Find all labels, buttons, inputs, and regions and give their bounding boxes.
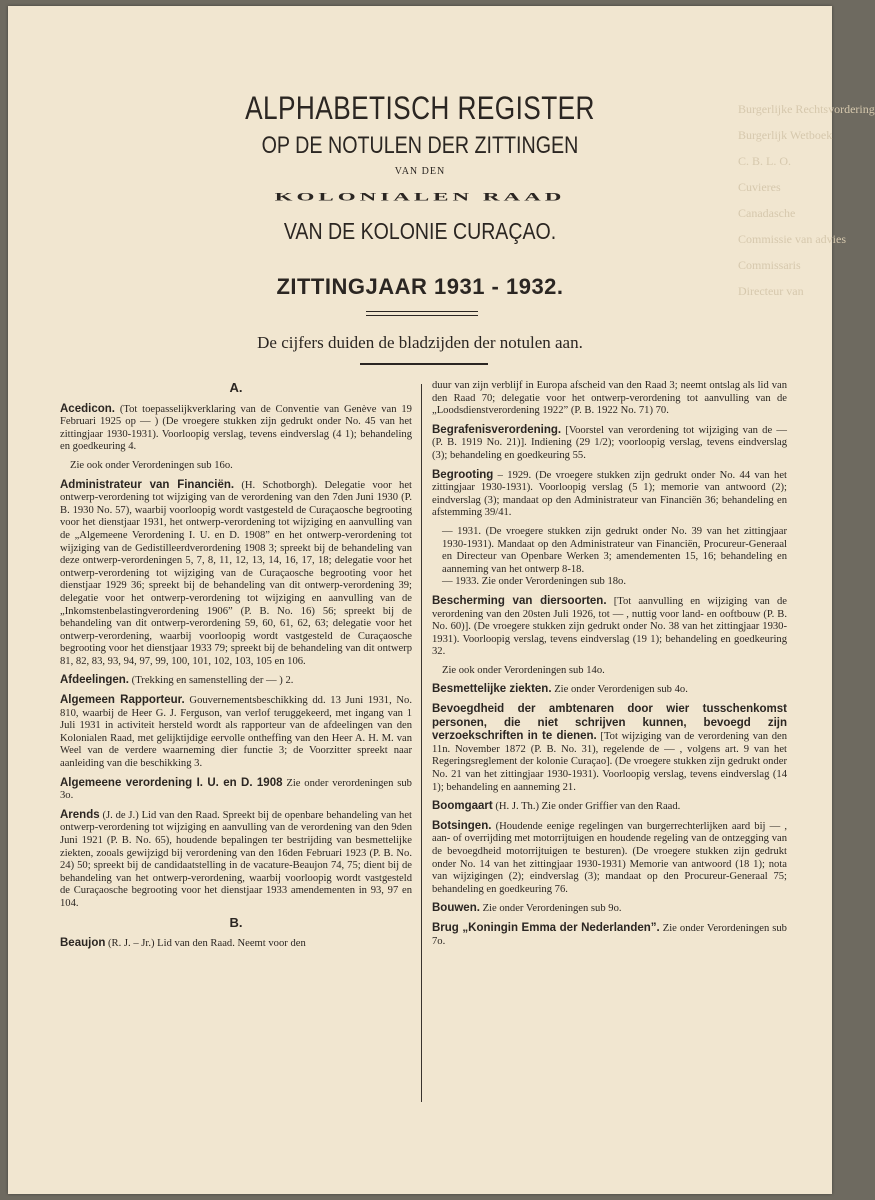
entry-headword: Brug „Koningin Emma der Nederlanden”. bbox=[432, 921, 660, 934]
ghost-line: Cuvieres bbox=[738, 180, 781, 194]
register-title: ALPHABETISCH REGISTER bbox=[245, 90, 595, 126]
entry-headword: Begrooting bbox=[432, 468, 494, 481]
page-numbers-note: De cijfers duiden de bladzijden der notulen aan. bbox=[257, 333, 583, 352]
entry-begrafenisverordening bbox=[432, 424, 787, 463]
entry-headword: Arends bbox=[60, 808, 100, 821]
entry-text: [Tot wijziging van de verordening van den 11n. November 1872 (P. B. No. 31), regelende de — , volgens art. 9 van het Regeringsreglement der kolonie Curaçao]. (De vroegere stukken zijn gedrukt onder No. 21 van het zittingjaar 1930-1931). Voorloopig verslag, tevens eindverslag (14 1); behandeling en aanneming 21. bbox=[432, 731, 788, 793]
raad-name-text: KOLONIALEN RAAD bbox=[274, 190, 566, 203]
register-page bbox=[8, 6, 875, 1194]
entry-text: – 1929. (De vroegere stukken zijn gedrukt onder No. 44 van het zittingjaar 1930-1931). Voorloopig verslag (5 1); memorie van antwoord (2); eindverslag (3); mandaat op den Administrateur van Financiën 36; behandeling en afstemming 39/41. bbox=[432, 469, 787, 519]
entry-beaujon bbox=[60, 937, 412, 951]
entry-text: (H. J. Th.) Zie onder Griffier van den Raad. bbox=[495, 801, 681, 813]
ghost-line: Directeur van bbox=[738, 284, 804, 298]
entry-headword: Acedicon. bbox=[60, 402, 115, 415]
entry-headword: Botsingen. bbox=[432, 819, 492, 832]
entry-headword: Bouwen. bbox=[432, 902, 480, 915]
entry-text: Zie onder Verordenigen sub 4o. bbox=[554, 684, 688, 696]
entry-bevoegdheid bbox=[432, 703, 787, 794]
section-letter-b: B. bbox=[229, 914, 243, 930]
entry-headword: Bevoegdheid der ambtenaren door wier tusschenkomst personen, die niet schrijven kunnen, bevoegd zijn verzoekschriften in te dienen. bbox=[432, 703, 787, 743]
entry-headword: Bescherming van diersoorten. bbox=[432, 594, 607, 607]
entry-text: Zie onder Verordeningen sub 9o. bbox=[482, 903, 622, 915]
entry-afdeelingen bbox=[60, 674, 412, 688]
entry-arends bbox=[60, 809, 412, 911]
entry-text: (H. Schotborgh). Delegatie voor het ontwerp-verordening tot wijziging van de verordening van den 7den Juni 1930 (P. B. 1930 No. 57), waarbij voorloopig wordt vastgesteld de Curaçaosche begrooting voor het dienstjaar 1931, het ontwerp-verordening tot wijziging en aanvulling van de „Algemeene Verordening I. U. en D. 1908” en het ontwerp-verordening tot wijziging van de Gedistilleerdverordening 1908 3; spreekt bij de behandeling van deze ontwerp-verordeningen 5, 7, 8, 11, 12, 13, 14, 16, 17, 18; delegatie voor het ontwerp-verordening tot wijziging van de Curaçaosche begrooting voor het dienstjaar 1929 36; spreekt bij de behandeling van dit ontwerp-verordening 39; delegatie voor het ontwerp-verordening tot wijziging en aanvulling van de „Inkomstenbelastingverordening 1906” (P. B. No. 16) 56; spreekt bij de behandeling van dit ontwerp-verordening 59, 60, 61, 62, 63; delegatie voor het ontwerp-verordening, waarbij voorloopig wordt vastgesteld de Curaçaosche begrooting voor het dienstjaar 1933 79; spreekt bij de behandeling van dit ontwerp 81, 82, 83, 93, 94, 97, 99, 100, 101, 102, 103, 105 en 106. bbox=[60, 479, 412, 667]
entry-text: (J. de J.) Lid van den Raad. Spreekt bij de openbare behandeling van het ontwerp-verordening tot wijziging en aanvulling van de verordening van den 9den Juni 1921 (P. B. No. 65), houdende bepalingen ter bestrijding van besmettelijke ziekten, zooals gewijzigd bij verordening van den 16den Februari 1923 (P. B. No. 24) 50; spreekt bij de candidaatstelling in de vacature-Beaujon 74, 75; dient bij de behandeling van het ontwerp-verordening, waarbij voorloopig wordt vastgesteld de Curaçaosche begrooting voor het dienstjaar 1933 amendementen in 93, 97 en 104. bbox=[60, 809, 412, 909]
entry-administrateur bbox=[60, 479, 412, 669]
entry-begrooting-1931: — 1931. (De vroegere stukken zijn gedrukt onder No. 39 van het zittingjaar 1930-1931). Mandaat op den Administrateur van Financiën, Procureur-Generaal en Directeur van Openbare Werken 3; amendementen 15, 16; behandeling en aanneming van het ontwerp 8-18. bbox=[442, 525, 787, 575]
entry-beaujon-continued: duur van zijn verblijf in Europa afscheid van den Raad 3; neemt ontslag als lid van den Raad 70; delegatie voor het ontwerp-verordening tot aanvulling van de „Loodsdienstverordening 1922” (P. B. 1922 No. 71) 70. bbox=[432, 380, 787, 417]
entry-boomgaart bbox=[432, 800, 787, 814]
entry-begrooting-1933: — 1933. Zie onder Verordeningen sub 18o. bbox=[442, 576, 626, 588]
right-column bbox=[432, 380, 787, 954]
ghost-line: Burgerlijke Rechtsvordering bbox=[738, 102, 875, 116]
entry-botsingen bbox=[432, 820, 787, 897]
ghost-line: Commissie van advies bbox=[738, 232, 846, 246]
divider-rule bbox=[360, 363, 488, 365]
entry-algemeene-verordening bbox=[60, 777, 412, 803]
section-letter-a: A. bbox=[229, 380, 243, 395]
ghost-line: Commissaris bbox=[738, 258, 801, 272]
entry-text: Gouvernementsbeschikking dd. 13 Juni 1931, No. 810, waarbij de Heer G. J. Ferguson, van verlof teruggekeerd, met ingang van 1 Juli 1931 in activiteit hersteld wordt als rapporteur van de afdeelingen van den Kolonialen Raad, met gelijktijdige eervolle ontheffing van den Heer A. H. M. van Weel van de verdere waarneming dier functie 3; de Voorzitter spreekt naar aanleiding van die beschikking 3. bbox=[60, 695, 412, 770]
entry-acedicon bbox=[60, 403, 412, 454]
entry-headword: Administrateur van Financiën. bbox=[60, 478, 235, 491]
entry-headword: Afdeelingen. bbox=[60, 674, 130, 687]
entry-text: (R. J. – Jr.) Lid van den Raad. Neemt voor den bbox=[108, 938, 306, 950]
entry-see-also: Zie ook onder Verordeningen sub 14o. bbox=[442, 664, 605, 676]
raad-name bbox=[0, 184, 840, 210]
left-column bbox=[60, 380, 412, 957]
ghost-line: C. B. L. O. bbox=[738, 154, 792, 168]
entry-begrooting bbox=[432, 469, 787, 520]
kolonie-name: VAN DE KOLONIE CURAÇAO. bbox=[283, 218, 557, 244]
entry-besmettelijke-ziekten bbox=[432, 683, 787, 697]
divider-rule bbox=[366, 311, 478, 312]
entry-bescherming bbox=[432, 595, 787, 659]
entry-brug bbox=[432, 922, 787, 948]
entry-rapporteur bbox=[60, 694, 412, 771]
entry-text: Zie onder Verordeningen sub 7o. bbox=[432, 922, 787, 947]
entry-text: [Tot aanvulling en wijziging van de verordening van den 20sten Juli 1926, tot — , nuttig voor land- en ooftbouw (P. B. No. 60)]. (De vroegere stukken zijn gedrukt onder No. 38 van het zittingjaar 1930-1931). Voorloopig verslag, tevens eindverslag (19 1); behandeling en goedkeuring 32. bbox=[432, 595, 787, 658]
ghost-line: Burgerlijk Wetboek bbox=[738, 128, 833, 142]
entry-headword: Besmettelijke ziekten. bbox=[432, 683, 552, 696]
entry-bouwen bbox=[432, 902, 787, 916]
register-subtitle: OP DE NOTULEN DER ZITTINGEN bbox=[261, 132, 579, 159]
van-den-label: VAN DEN bbox=[394, 166, 446, 177]
entry-text: (Houdende eenige regelingen van burgerrechterlijken aard bij — , aan- of overrijding met motorrijtuigen en houdende regeling van de ontzegging van de bevoegdheid motorrijtuigen te besturen). (De vroegere stukken zijn gedrukt onder No. 14 van het zittingjaar 1930-1931) Memorie van antwoord (18 1); nota van wijzigingen (2); eindverslag (3); mandaat op den Procureur-Generaal 75; behandeling en goedkeuring 76. bbox=[432, 820, 787, 895]
entry-headword: Boomgaart bbox=[432, 800, 493, 813]
column-divider bbox=[421, 384, 422, 1102]
entry-see-also: Zie ook onder Verordeningen sub 16o. bbox=[70, 459, 233, 471]
entry-headword: Beaujon bbox=[60, 937, 106, 950]
zittingjaar-heading: ZITTINGJAAR 1931 - 1932. bbox=[276, 274, 564, 299]
entry-headword: Algemeen Rapporteur. bbox=[60, 694, 185, 707]
entry-headword: Begrafenisverordening. bbox=[432, 423, 562, 436]
entry-text: (Trekking en samenstelling der — ) 2. bbox=[131, 675, 294, 687]
ghost-line: Canadasche bbox=[738, 206, 796, 220]
entry-text: (Tot toepasselijkverklaring van de Conventie van Genève van 19 Februari 1925 op — ) (De vroegere stukken zijn gedrukt onder No. 45 van het zittingjaar 1930-1931). Voorloopig verslag, tevens eindverslag (4 1); behandeling en goedkeuring 4. bbox=[60, 403, 412, 453]
entry-text: Zie onder verordeningen sub 3o. bbox=[60, 777, 412, 802]
divider-rule bbox=[366, 315, 478, 316]
entry-text: [Voorstel van verordening tot wijziging van de — (P. B. 1919 No. 21)]. Indiening (29 1/2); voorloopig verslag, tevens eindverslag (3); behandeling en goedkeuring 55. bbox=[432, 424, 787, 461]
entry-headword: Algemeene verordening I. U. en D. 1908 bbox=[60, 776, 283, 789]
